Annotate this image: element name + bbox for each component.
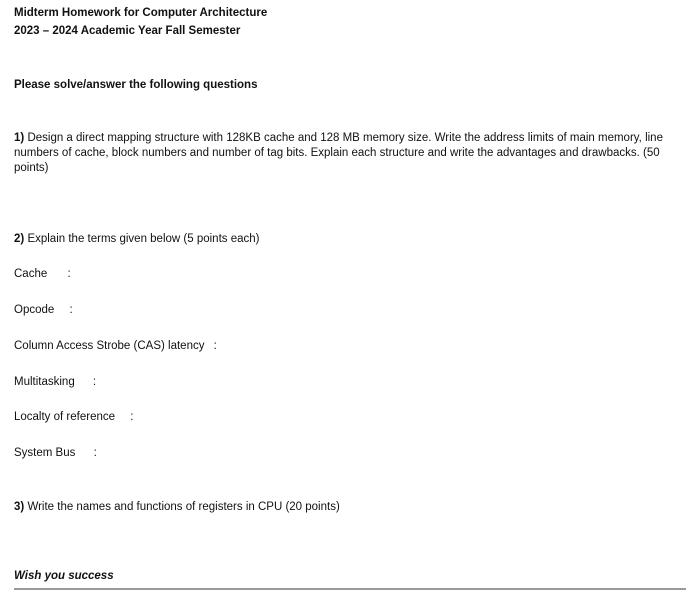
question-3 — [14, 500, 340, 515]
term-multitasking — [14, 375, 96, 390]
question-number: 2) — [14, 233, 25, 245]
term-opcode — [14, 303, 73, 318]
term-label: Multitasking — [14, 376, 75, 388]
term-colon: : — [213, 340, 217, 352]
question-1 — [14, 131, 674, 176]
term-cache — [14, 267, 71, 282]
closing-text: Wish you success — [14, 570, 114, 582]
term-colon: : — [92, 376, 97, 388]
document-title: Midterm Homework for Computer Architecture — [14, 7, 268, 19]
question-number: 3) — [14, 501, 25, 513]
term-label: Cache — [14, 268, 48, 280]
footer-divider — [14, 588, 686, 590]
term-colon: : — [93, 447, 97, 459]
term-label: Localty of reference — [14, 411, 116, 423]
term-colon: : — [130, 411, 134, 423]
question-text: Design a direct mapping structure with 128KB cache and 128 MB memory size. Write the address limits of main memory, line numbers of cache, block numbers and number of tag bits. Explain each structure and write the advantages and drawbacks. (50 points) — [14, 132, 663, 174]
term-system-bus — [14, 446, 97, 461]
term-label: Opcode — [14, 304, 55, 316]
document-page — [14, 0, 686, 601]
instructions-heading: Please solve/answer the following questions — [14, 79, 258, 91]
term-colon: : — [69, 304, 73, 316]
question-text: Explain the terms given below (5 points each) — [27, 233, 260, 245]
term-label: Column Access Strobe (CAS) latency — [14, 340, 205, 352]
term-label: System Bus — [14, 447, 76, 459]
question-number: 1) — [14, 132, 25, 144]
term-colon: : — [67, 268, 71, 280]
term-cas-latency — [14, 339, 217, 354]
semester-line: 2023 – 2024 Academic Year Fall Semester — [14, 25, 241, 37]
question-text: Write the names and functions of registers in CPU (20 points) — [27, 501, 340, 513]
term-locality-of-reference — [14, 410, 133, 425]
question-2 — [14, 232, 259, 247]
